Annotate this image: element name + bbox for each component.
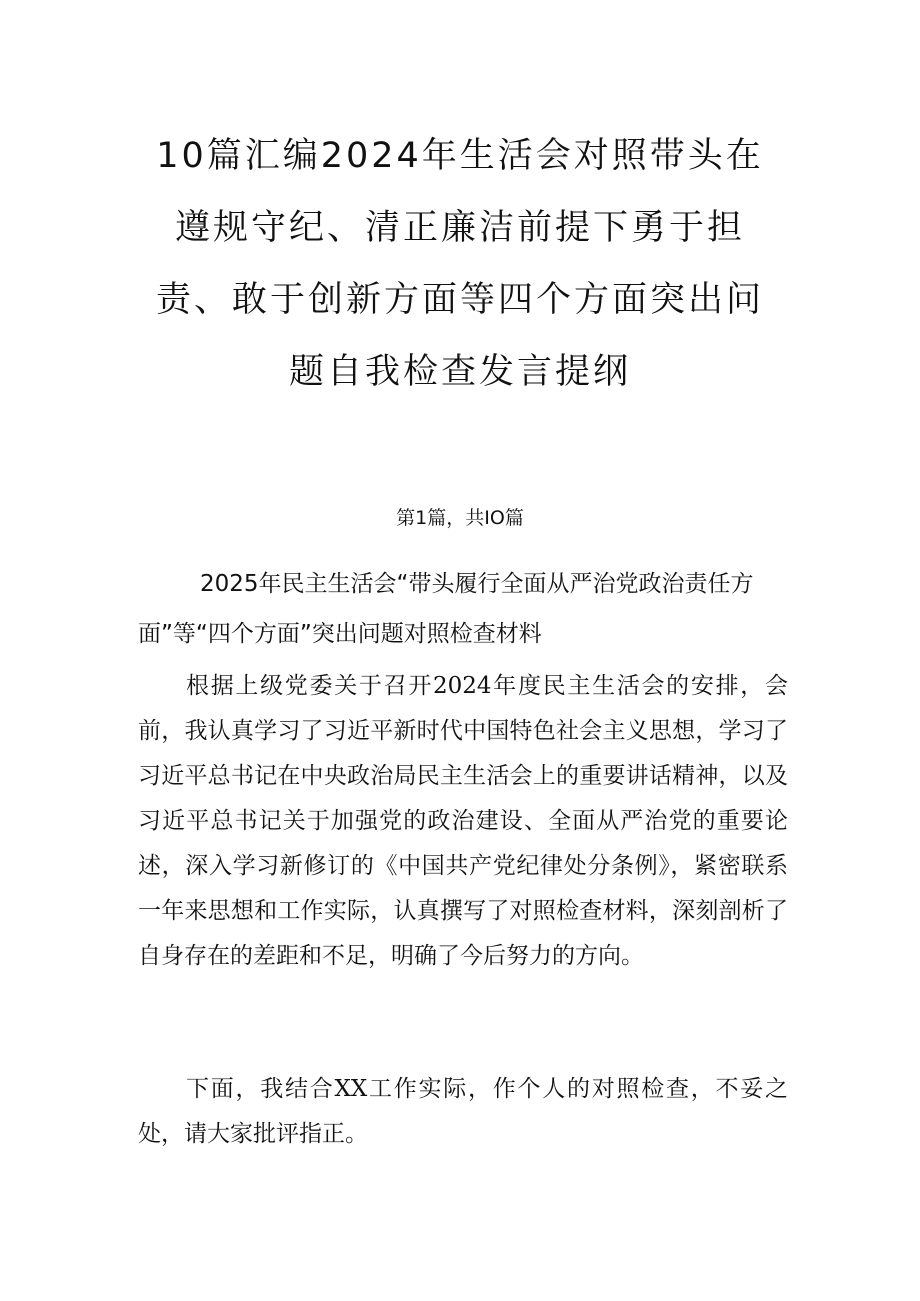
document-title: 10篇汇编2024年生活会对照带头在遵规守纪、清正廉洁前提下勇于担责、敢于创新方面等四个方面突出问题自我检查发言提纲 [155,136,764,392]
part-label: 第1篇，共IO篇 [396,507,524,529]
body-paragraph-closing: 下面，我结合XX工作实际，作个人的对照检查，不妥之处，请大家批评指正。 [138,1076,788,1147]
body-paragraph-intro: 根据上级党委关于召开2024年度民主生活会的安排，会前，我认真学习了习近平新时代中国特色社会主义思想，学习了习近平总书记在中央政治局民主生活会上的重要讲话精神，以及习近平总书记关于加强党的政治建设、全面从严治党的重要论述，深入学习新修订的《中国共产党纪律处分条例》，紧密联系一年来思想和工作实际，认真撰写了对照检查材料，深刻剖析了自身存在的差距和不足，明确了今后努力的方向。 [138,673,788,969]
section-title: 2025年民主生活会“带头履行全面从严治党政治责任方面”等“四个方面”突出问题对照检查材料 [138,571,754,647]
